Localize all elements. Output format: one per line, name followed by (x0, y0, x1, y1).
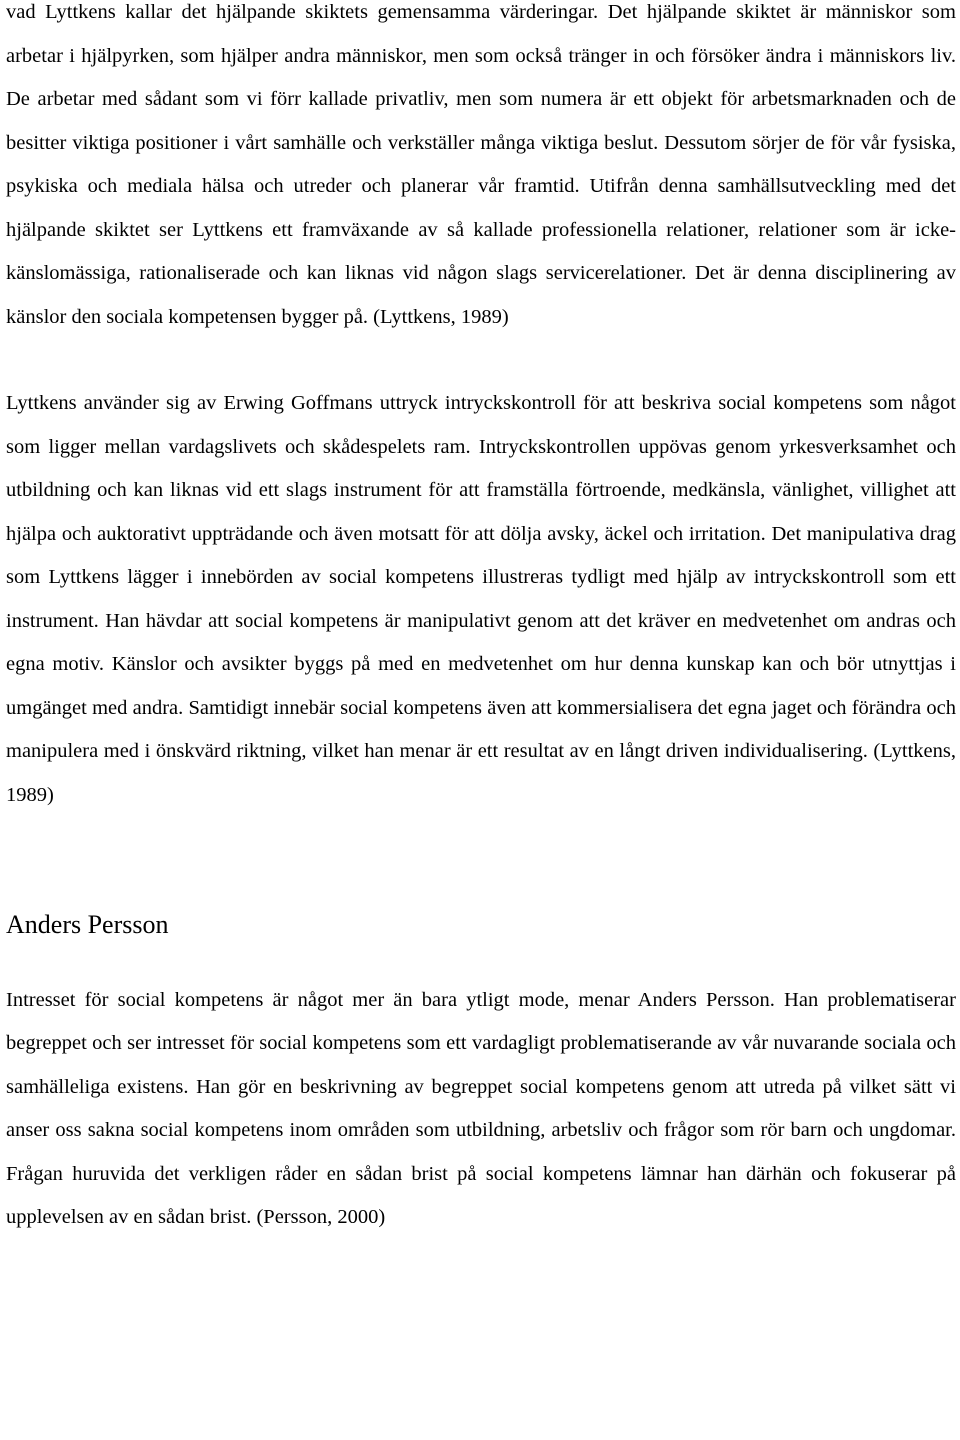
section-heading-anders-persson: Anders Persson (6, 910, 169, 939)
document-page (6, 0, 956, 1240)
paragraph-persson-social-competence: Intresset för social kompetens är något mer än bara ytligt mode, menar Anders Persson. Han problematiserar begreppet och ser intresset för social kompetens som ett vardagligt problematiserande av vår nuvarande sociala och samhälleliga existens. Han gör en beskrivning av begreppet social kompetens genom att utreda på vilket sätt vi anser oss sakna social kompetens inom områden som utbildning, arbetsliv och frågor som rör barn och ungdomar. Frågan huruvida det verkligen råder en sådan brist på social kompetens lämnar han därhän och fokuserar på upplevelsen av en sådan brist. (Persson, 2000) (6, 988, 956, 1228)
paragraph-lyttkens-impression-control: Lyttkens använder sig av Erwing Goffmans uttryck intryckskontroll för att beskriva social kompetens som något som ligger mellan vardagslivets och skådespelets ram. Intryckskontrollen uppövas genom yrkesverksamhet och utbildning och kan liknas vid ett slags instrument för att framställa förtroende, medkänsla, vänlighet, villighet att hjälpa och auktorativt uppträdande och även motsatt för att dölja avsky, äckel och irritation. Det manipulativa drag som Lyttkens lägger i innebörden av social kompetens illustreras tydligt med hjälp av intryckskontroll som ett instrument. Han hävdar att social kompetens är manipulativt genom att det kräver en medvetenhet om andras och egna motiv. Känslor och avsikter byggs på med en medvetenhet om hur denna kunskap kan och bör utnyttjas i umgänget med andra. Samtidigt innebär social kompetens även att kommersialisera det egna jaget och förändra och manipulera med i önskvärd riktning, vilket han menar är ett resultat av en långt driven individualisering. (Lyttkens, 1989) (6, 392, 956, 806)
paragraph-lyttkens-helping-layer: vad Lyttkens kallar det hjälpande skiktets gemensamma värderingar. Det hjälpande skiktet är människor som arbetar i hjälpyrken, som hjälper andra människor, men som också tränger in och försöker ändra i människors liv. De arbetar med sådant som vi förr kallade privatliv, men som numera är ett objekt för arbetsmarknaden och de besitter viktiga positioner i vårt samhälle och verkställer många viktiga beslut. Dessutom sörjer de för vår fysiska, psykiska och mediala hälsa och utreder och planerar vår framtid. Utifrån denna samhällsutveckling med det hjälpande skiktet ser Lyttkens ett framväxande av så kallade professionella relationer, relationer som är icke-känslomässiga, rationaliserade och kan liknas vid någon slags servicerelationer. Det är denna disciplinering av känslor den sociala kompetensen bygger på. (Lyttkens, 1989) (6, 1, 956, 328)
